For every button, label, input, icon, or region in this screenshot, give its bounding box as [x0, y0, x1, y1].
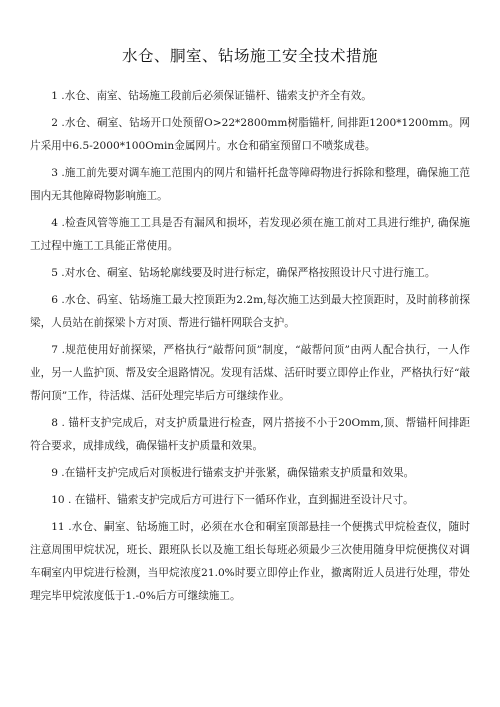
paragraph-10: 10 . 在锚杆、锚索支护完成后方可进行下一循环作业，直到掘进至设计尺寸。 [51, 494, 414, 506]
paragraph-2: 2 .水仓、硐室、钻场开口处预留O>22*2800mm树脂锚杆, 间排距1200*1200mm。网片采用中6.5-2000*100Omin金属网片。水仓和硝室预留口不喷浆成巷。 [30, 117, 470, 152]
paragraph-1: 1 .水仓、南室、钻场施工段前后必须保证锚杆、锚索支护齐全有效。 [51, 90, 372, 102]
document-title: 水仓、胴室、钻场施工安全技术措施 [121, 47, 378, 65]
document-body [30, 85, 470, 612]
paragraph-7: 7 .规范使用好前探梁，严格执行“敲帮问顶”制度，“敲帮问顶”由两人配合执行，一人作业，另一人监护顶、帮及安全退路情况。发现有活煤、活矸时要立即停止作业，严格执行好“敲帮问顶”工作，待活煤、活矸处理完毕后方可继续作业。 [30, 344, 470, 402]
paragraph-4: 4 .检查风管等施工工具是否有漏风和损坏，若发现必须在施工前对工具进行维护, 确保施工过程中施工工具能正常使用。 [30, 217, 470, 252]
paragraph-5: 5 .对水仓、硐室、钻场轮廓线要及时进行标定，确保严格按照设计尺寸进行施工。 [51, 267, 436, 279]
paragraph-6: 6 .水仓、码室、钻场施工最大控顶距为2.2m,每次施工达到最大控顶距时，及时前移前探梁，人员站在前探梁卜方对顶、帮进行锚杆网联合支护。 [30, 294, 470, 329]
paragraph-9: 9 .在锚杆支护完成后对顶板进行锚索支护并张紧，确保锚索支护质量和效果。 [51, 467, 415, 479]
paragraph-11: 11 .水仓、嗣室、钻场施工时，必须在水仓和硐室顶部悬挂一个便携式甲烷检查仪，随时注意周围甲烷状况，班长、跟班队长以及施工组长每班必须最少三次使用随身甲烷便携仪对调车硐室内甲烷进行检测，当甲烷浓度21.0%时要立即停止作业，撤离附近人员进行处理，带处理完毕甲烷浓度低于1.-0%后方可继续施工。 [30, 521, 470, 602]
paragraph-8: 8 . 锚杆支护完成后，对支护质量进行检查，网片搭接不小于20Omm,顶、帮锚杆间排距符合要求，成排成线，确保锚杆支护质量和效果。 [30, 417, 470, 452]
paragraph-3: 3 .施工前先要对调车施工范围内的网片和锚杆托盘等障碍物进行拆除和整理，确保施工范围内无其他障碍物影响施工。 [30, 167, 470, 202]
